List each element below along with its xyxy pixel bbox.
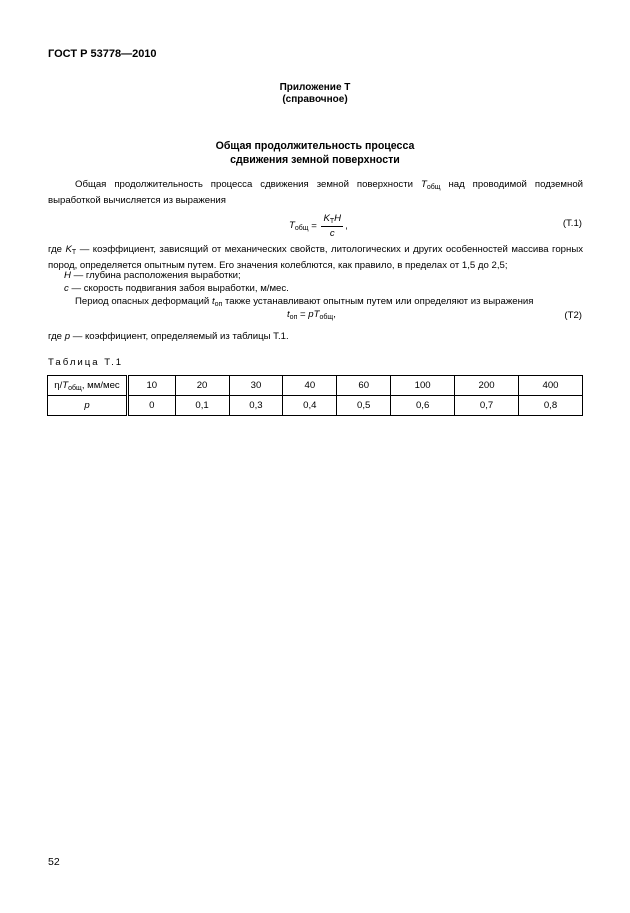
paragraph-period: Период опасных деформаций $t_{оп}$ также устанавливают опытным путем или определяют из выражения [75, 296, 534, 308]
definition-p: где p — коэффициент, определяемый из таблицы Т.1. [48, 331, 289, 342]
table-header-row [48, 376, 583, 396]
table-header-cell: 10 [128, 376, 176, 396]
table-header-cell: 60 [337, 376, 391, 396]
table-header-cell: 30 [229, 376, 283, 396]
table-cell: 0,1 [175, 396, 229, 416]
equation-number-t2: (Т2) [564, 310, 582, 321]
table-header-cell: 100 [391, 376, 455, 396]
paragraph-intro: Общая продолжительность процесса сдвижения земной поверхности $T_{общ}$ над проводимой подземной выработкой вычисляется из выражения [48, 179, 584, 206]
formula-t2: $t_{оп} = pT_{общ}$, (Т2) [287, 309, 582, 321]
table-header-cell: 200 [455, 376, 519, 396]
table-row-label: p [48, 396, 128, 416]
appendix-kind: (справочное) [282, 94, 348, 105]
table-cell: 0,3 [229, 396, 283, 416]
table-cell: 0,6 [391, 396, 455, 416]
table-header-cell: 400 [519, 376, 583, 396]
table-cell: 0,5 [337, 396, 391, 416]
definition-h: H — глубина расположения выработки; [64, 270, 241, 281]
table-row [48, 396, 583, 416]
table-header-label: $\eta/T_{общ}$, мм/мес [48, 376, 128, 396]
document-code: ГОСТ Р 53778—2010 [48, 48, 157, 60]
definition-c: c — скорость подвигания забоя выработки, м/мес. [64, 283, 289, 294]
definition-kt: где $K_T$ — коэффициент, зависящий от механических свойств, литологических и других особенностей массива горных пород, определяется опытным путем. Его значения колеблются, как правило, в пределах от 1,5 до 2,5; [48, 244, 584, 271]
table-cell: 0,7 [455, 396, 519, 416]
section-title-line2: сдвижения земной поверхности [230, 154, 400, 166]
formula-t1: $T_{общ}$ = $\frac{K_TH}{c}$ , (Т.1) [289, 213, 582, 239]
table-cell: 0 [128, 396, 176, 416]
table-header-cell: 20 [175, 376, 229, 396]
fraction: $\frac{K_TH}{c}$ [323, 213, 342, 239]
section-title-line1: Общая продолжительность процесса [215, 140, 415, 152]
table-cell: 0,4 [283, 396, 337, 416]
table-t1 [47, 375, 583, 416]
equation-number-t1: (Т.1) [562, 218, 582, 229]
appendix-label: Приложение Т [279, 82, 351, 93]
page-number: 52 [48, 856, 60, 868]
table-header-cell: 40 [283, 376, 337, 396]
table-caption: Таблица Т.1 [48, 357, 124, 368]
table-cell: 0,8 [519, 396, 583, 416]
